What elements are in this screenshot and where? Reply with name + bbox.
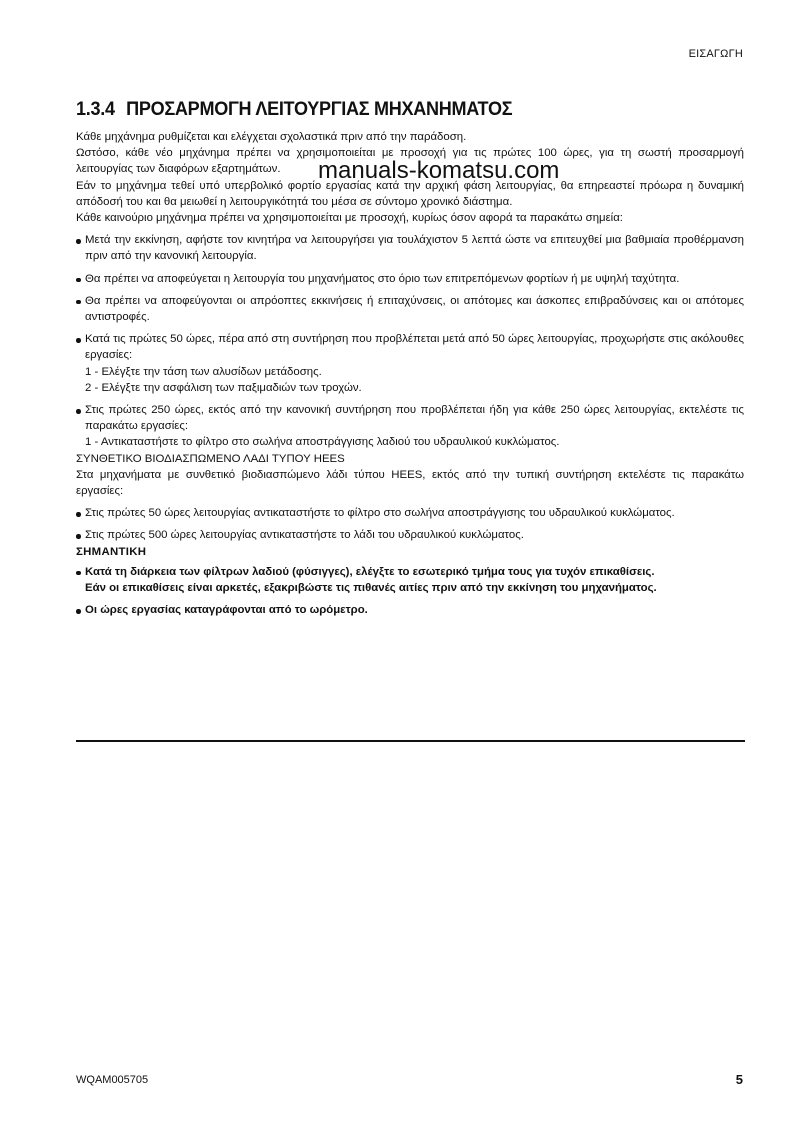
page-number: 5 bbox=[735, 1072, 743, 1087]
sub-step: 1 - Αντικαταστήστε το φίλτρο στο σωλήνα αποστράγγισης λαδιού του υδραυλικού κυκλώματος. bbox=[85, 436, 560, 449]
intro-paragraph-3: Εάν το μηχάνημα τεθεί υπό υπερβολικό φορτίο εργασίας κατά την αρχική φάση λειτουργίας, θα επηρεαστεί πρόωρα η δυναμική απόδοσή του και θα μειωθεί η λειτουργικότητά του μέσα σε σύντομο χρονικό διάστημα. bbox=[76, 179, 744, 208]
watermark: manuals-komatsu.com bbox=[318, 157, 560, 184]
list-item: Μετά την εκκίνηση, αφήστε τον κινητήρα να λειτουργήσει για τουλάχιστον 5 λεπτά ώστε να επιτευχθεί μια βαθμιαία προθέρμανση πριν από την κανονική λειτουργία. bbox=[76, 232, 744, 264]
section-title bbox=[76, 99, 512, 121]
document-body bbox=[76, 129, 744, 618]
intro-paragraph-4: Κάθε καινούριο μηχάνημα πρέπει να χρησιμοποιείται με προσοχή, κυρίως όσον αφορά τα παρακάτω σημεία: bbox=[76, 212, 623, 225]
sub-step: 2 - Ελέγξτε την ασφάλιση των παξιμαδιών των τροχών. bbox=[85, 381, 362, 394]
section-divider bbox=[76, 740, 745, 742]
intro-paragraph-2: Ωστόσο, κάθε νέο μηχάνημα πρέπει να χρησιμοποιείται με προσοχή για τις πρώτες 100 ώρες, για τη σωστή προσαρμογή λειτουργίας των διαφόρων εξαρτημάτων. bbox=[76, 147, 744, 176]
list-item: Οι ώρες εργασίας καταγράφονται από το ωρόμετρο. bbox=[76, 602, 744, 618]
running-in-list bbox=[76, 232, 744, 450]
section-title-text: ΠΡΟΣΑΡΜΟΓΗ ΛΕΙΤΟΥΡΓΙΑΣ ΜΗΧΑΝΗΜΑΤΟΣ bbox=[126, 99, 513, 120]
hees-list bbox=[76, 505, 744, 543]
sub-step: 1 - Ελέγξτε την τάση των αλυσίδων μετάδοσης. bbox=[85, 365, 322, 378]
section-number: 1.3.4 bbox=[76, 99, 115, 120]
important-title: ΣΗΜΑΝΤΙΚΗ bbox=[76, 545, 147, 558]
list-item: Θα πρέπει να αποφεύγονται οι απρόοπτες εκκινήσεις ή επιταχύνσεις, οι απότομες και άσκοπες επιβραδύνσεις και οι απότομες αντιστροφές. bbox=[76, 293, 744, 325]
important-note bbox=[76, 544, 744, 619]
hees-heading: ΣΥΝΘΕΤΙΚΟ ΒΙΟΔΙΑΣΠΩΜΕΝΟ ΛΑΔΙ ΤΥΠΟΥ HEES bbox=[76, 452, 345, 465]
list-item: Κατά τη διάρκεια των φίλτρων λαδιού (φύσιγγες), ελέγξτε το εσωτερικό τμήμα τους για τυχόν επικαθίσεις. Εάν οι επικαθίσεις είναι αρκετές, εξακριβώστε τις πιθανές αιτίες πριν από την εκκίνηση του μηχανήματος. bbox=[76, 564, 744, 596]
document-code: WQAM005705 bbox=[76, 1074, 149, 1086]
list-item: Στις πρώτες 50 ώρες λειτουργίας αντικαταστήστε το φίλτρο στο σωλήνα αποστράγγισης του υδραυλικού κυκλώματος. bbox=[76, 505, 744, 521]
list-item: Θα πρέπει να αποφεύγεται η λειτουργία του μηχανήματος στο όριο των επιτρεπόμενων φορτίων ή με υψηλή ταχύτητα. bbox=[76, 271, 744, 287]
intro-paragraph-1: Κάθε μηχάνημα ρυθμίζεται και ελέγχεται σχολαστικά πριν από την παράδοση. bbox=[76, 131, 467, 143]
hees-paragraph: Στα μηχανήματα με συνθετικό βιοδιασπώμενο λάδι τύπου HEES, εκτός από την τυπική συντήρηση εκτελέστε τις παρακάτω εργασίες: bbox=[76, 468, 744, 498]
running-header: ΕΙΣΑΓΩΓΗ bbox=[688, 48, 743, 60]
list-item: Κατά τις πρώτες 50 ώρες, πέρα από στη συντήρηση που προβλέπεται μετά από 50 ώρες λειτουργίας, προχωρήστε στις ακόλουθες εργασίες: 1 - Ελέγξτε την τάση των αλυσίδων μετάδοσης. 2 - Ελέγξτε την ασφάλιση των παξιμαδιών των τροχών. bbox=[76, 331, 744, 396]
list-item: Στις πρώτες 500 ώρες λειτουργίας αντικαταστήστε το λάδι του υδραυλικού κυκλώματος. bbox=[76, 527, 744, 543]
list-item: Στις πρώτες 250 ώρες, εκτός από την κανονική συντήρηση που προβλέπεται ήδη για κάθε 250 ώρες λειτουργίας, εκτελέστε τις παρακάτω εργασίες: 1 - Αντικαταστήστε το φίλτρο στο σωλήνα αποστράγγισης λαδιού του υδραυλικού κυκλώματος. bbox=[76, 402, 744, 451]
